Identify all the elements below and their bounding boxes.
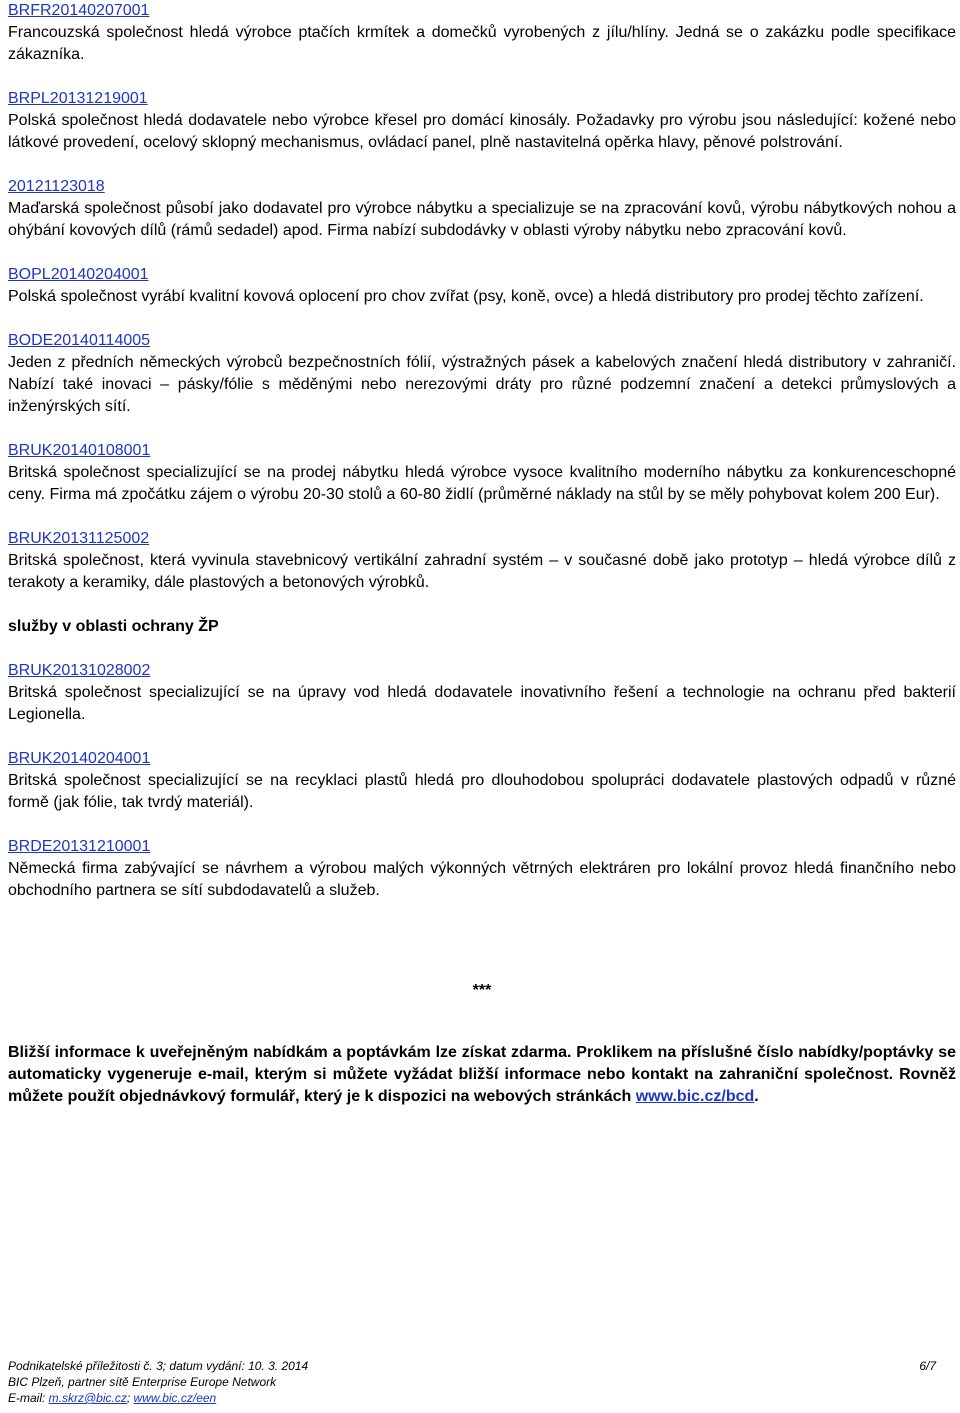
offer-code-link[interactable]: BODE20140114005: [8, 332, 151, 349]
bcd-web-link[interactable]: www.bic.cz/bcd: [635, 1088, 755, 1105]
offer-code-link[interactable]: BRUK20131125002: [8, 530, 150, 547]
offer-entry: [8, 330, 956, 418]
offer-entry: [8, 88, 956, 154]
offer-code-link[interactable]: BRUK20140204001: [8, 750, 151, 767]
offer-entry: [8, 748, 956, 814]
offer-description: Britská společnost specializující se na úpravy vod hledá dodavatele inovativního řešení a technologie na ochranu před bakterií Legionella.: [8, 684, 956, 723]
offer-code-link[interactable]: 20121123018: [8, 178, 105, 195]
page-footer: [8, 1358, 936, 1406]
email-label: E-mail:: [8, 1391, 49, 1405]
closing-text: Bližší informace k uveřejněným nabídkám a poptávkám lze získat zdarma. Proklikem na příslušné číslo nabídky/poptávky se automaticky vygeneruje e-mail, kterým si můžete vyžádat bližší informace nebo kontakt na zahraniční společnost. Rovněž můžete použít objednávkový formulář, který je k dispozici na webových stránkách: [8, 1044, 956, 1105]
een-web-link[interactable]: www.bic.cz/een: [133, 1391, 217, 1405]
offer-description: Britská společnost specializující se na prodej nábytku hledá výrobce vysoce kvalitního moderního nábytku za konkurenceschopné ceny. Firma má zpočátku zájem o výrobu 20-30 stolů a 60-80 židlí (průměrné náklady na stůl by se měly pohybovat kolem 200 Eur).: [8, 464, 956, 503]
offer-description: Francouzská společnost hledá výrobce ptačích krmítek a domečků vyrobených z jílu/hlíny. Jedná se o zakázku podle specifikace zákazníka.: [8, 24, 956, 63]
offer-entry: [8, 264, 956, 308]
publication-info: Podnikatelské příležitosti č. 3; datum vydání: 10. 3. 2014: [8, 1359, 309, 1373]
offer-code-link[interactable]: BRUK20140108001: [8, 442, 151, 459]
section-heading: služby v oblasti ochrany ŽP: [8, 618, 219, 635]
offer-entry: [8, 660, 956, 726]
offer-entry: [8, 0, 956, 66]
footer-row: [8, 1358, 936, 1374]
offer-entry: [8, 176, 956, 242]
offer-description: Britská společnost, která vyvinula stavebnicový vertikální zahradní systém – v současné době jako prototyp – hledá výrobce dílů z terakoty a keramiky, dále plastových a betonových výrobků.: [8, 552, 956, 591]
offer-description: Německá firma zabývající se návrhem a výrobou malých výkonných větrných elektráren pro lokální provoz hledá finančního nebo obchodního partnera se sítí subdodavatelů a služeb.: [8, 860, 956, 899]
offer-description: Britská společnost specializující se na recyklaci plastů hledá pro dlouhodobou spolupráci dodavatele plastových odpadů v různé formě (jak fólie, tak tvrdý materiál).: [8, 772, 956, 811]
offer-description: Maďarská společnost působí jako dodavatel pro výrobce nábytku a specializuje se na zpracování kovů, výrobu nábytkových nohou a ohýbání kovových dílů (rámů sedadel) apod. Firma nabízí subdodávky v oblasti výroby nábytku nebo zpracování kovů.: [8, 200, 956, 239]
offer-entry: [8, 528, 956, 594]
contact-separator: ;: [126, 1391, 134, 1405]
email-link[interactable]: m.skrz@bic.cz: [48, 1391, 127, 1405]
offer-code-link[interactable]: BRFR20140207001: [8, 2, 150, 19]
offer-description: Polská společnost vyrábí kvalitní kovová oplocení pro chov zvířat (psy, koně, ovce) a hledá distributory pro prodej těchto zařízení.: [8, 288, 924, 305]
offer-code-link[interactable]: BRUK20131028002: [8, 662, 151, 679]
section-separator: ***: [472, 982, 492, 999]
organization-line: BIC Plzeň, partner sítě Enterprise Europe Network: [8, 1375, 277, 1389]
page-number: 6/7: [919, 1359, 936, 1373]
closing-end: .: [754, 1088, 759, 1105]
document-body: [8, 0, 956, 1108]
offer-code-link[interactable]: BRPL20131219001: [8, 90, 148, 107]
offer-entry: [8, 440, 956, 506]
offer-description: Polská společnost hledá dodavatele nebo výrobce křesel pro domácí kinosály. Požadavky pro výrobu jsou následující: kožené nebo látkové provedení, ocelový sklopný mechanismus, ovládací panel, plně nastavitelná opěrka hlavy, pěnové polstrování.: [8, 112, 956, 151]
offer-entry: [8, 836, 956, 902]
offer-code-link[interactable]: BRDE20131210001: [8, 838, 151, 855]
contact-line: [8, 1390, 936, 1406]
closing-paragraph: [8, 1042, 956, 1108]
offer-description: Jeden z předních německých výrobců bezpečnostních fólií, výstražných pásek a kabelových značení hledá distributory v zahraničí. Nabízí také inovaci – pásky/fólie s měděnými nebo nerezovými dráty pro různé podzemní značení a detekci průmyslových a inženýrských sítí.: [8, 354, 956, 415]
offer-code-link[interactable]: BOPL20140204001: [8, 266, 149, 283]
